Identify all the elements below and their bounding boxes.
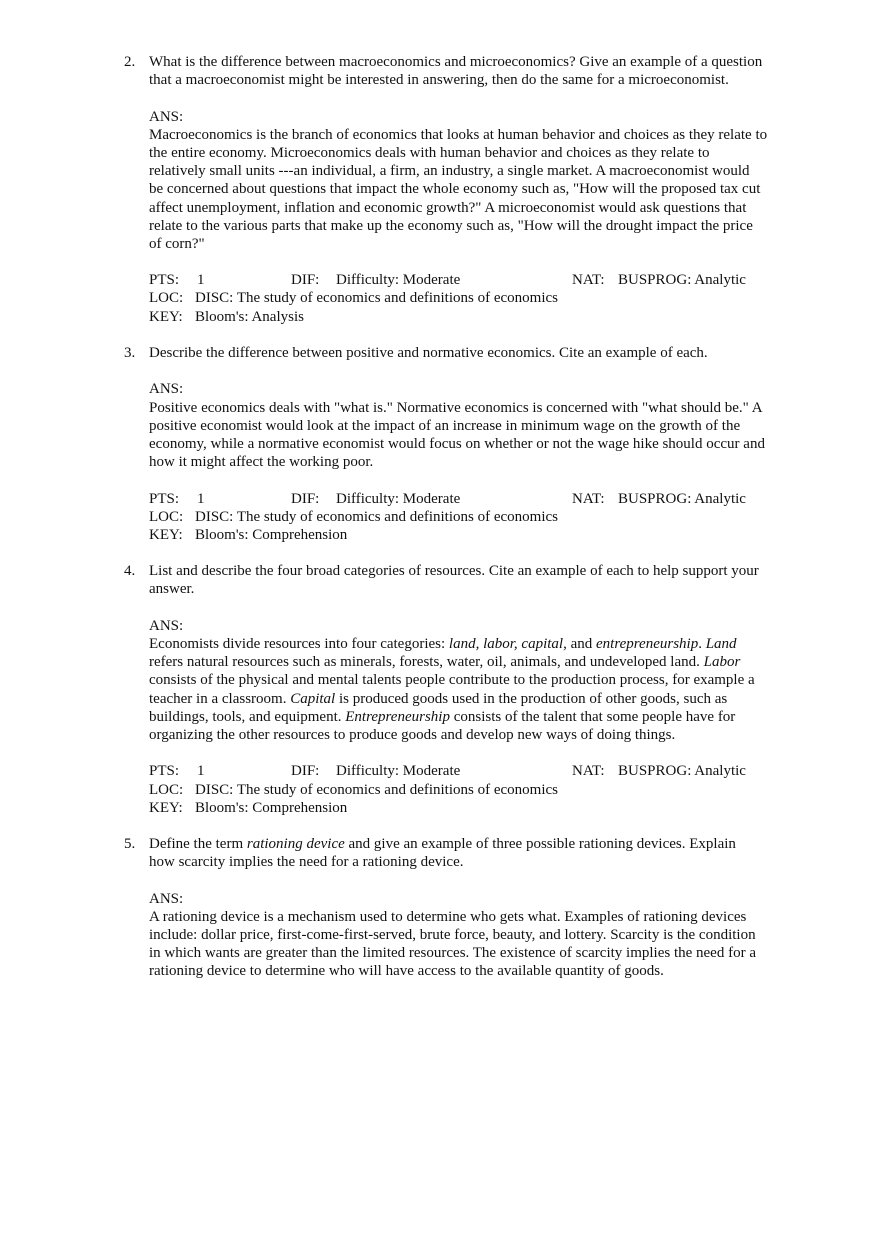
- answer-line: [0, 162, 880, 180]
- question-line-text: [149, 853, 463, 871]
- answer-line-text: [149, 708, 735, 726]
- question-number: 5.: [124, 836, 136, 853]
- blank-line: [0, 471, 880, 489]
- text-segment: affect unemployment, inflation and economic growth?" A microeconomist would ask questions that: [149, 199, 747, 216]
- meta-loc: DISC: The study of economics and definitions of economics: [195, 508, 558, 525]
- meta-dif: Difficulty: Moderate: [336, 272, 461, 289]
- text-segment: how scarcity implies the need for a rationing device.: [149, 854, 464, 871]
- ans-label: ANS:: [149, 381, 184, 398]
- meta-key-label: KEY:: [149, 799, 183, 816]
- meta-loc: DISC: The study of economics and definitions of economics: [195, 290, 558, 307]
- text-segment: Positive economics deals with "what is." Normative economics is concerned with "what should be." A: [149, 399, 763, 416]
- answer-line: [0, 417, 880, 435]
- answer-line-text: [149, 162, 750, 180]
- meta-row-loc: [0, 781, 880, 799]
- answer-line-text: [149, 926, 756, 944]
- text-segment: buildings, tools, and equipment.: [149, 708, 346, 725]
- meta-loc: DISC: The study of economics and definitions of economics: [195, 781, 558, 798]
- answer-line: [0, 671, 880, 689]
- meta-pts: 1: [197, 763, 205, 780]
- text-segment: in which wants are greater than the limited resources. The existence of scarcity implies the need for a: [149, 945, 756, 962]
- ans-label-line: [0, 380, 880, 398]
- answer-line: [0, 690, 880, 708]
- text-segment: positive economist would look at the impact of an increase in minimum wage on the growth of the: [149, 417, 741, 434]
- answer-line-text: [149, 453, 373, 471]
- meta-pts: 1: [197, 490, 205, 507]
- answer-line: [0, 235, 880, 253]
- answer-line-text: [149, 653, 740, 671]
- answer-line: [0, 180, 880, 198]
- answer-line-text: [149, 126, 767, 144]
- blank-line: [0, 817, 880, 835]
- italic-term: Entrepreneurship: [345, 708, 450, 725]
- blank-line: [0, 89, 880, 107]
- blank-line: [0, 253, 880, 271]
- answer-line-text: [149, 417, 740, 435]
- question-line: [0, 344, 880, 362]
- italic-term: land, labor, capital: [448, 636, 564, 652]
- answer-line-text: [149, 944, 756, 962]
- text-segment: and give an example of three possible rationing devices. Explain: [344, 836, 736, 853]
- meta-nat-label: NAT:: [572, 763, 605, 780]
- meta-row-pts: [0, 490, 880, 508]
- answer-line-text: [149, 635, 737, 653]
- text-segment: consists of the talent that some people have for: [449, 708, 736, 725]
- text-segment: relate to the various parts that make up the economy such as, "How will the drought impact the price: [149, 217, 753, 234]
- text-segment: .: [698, 636, 706, 652]
- answer-line: [0, 653, 880, 671]
- answer-line: [0, 962, 880, 980]
- answer-line-text: [149, 144, 710, 162]
- meta-dif-label: DIF:: [291, 272, 320, 289]
- answer-line: [0, 708, 880, 726]
- meta-pts-label: PTS:: [149, 490, 180, 507]
- answer-line-text: [149, 217, 753, 235]
- question-line: [0, 53, 880, 71]
- answer-line: [0, 926, 880, 944]
- ans-label: ANS:: [149, 890, 184, 907]
- meta-dif: Difficulty: Moderate: [336, 763, 461, 780]
- meta-loc-label: LOC:: [149, 508, 184, 525]
- text-segment: relatively small units ---an individual, a firm, an industry, a single market. A macroeconomist would: [149, 163, 750, 180]
- question-line-text: [149, 835, 736, 853]
- answer-line: [0, 399, 880, 417]
- italic-term: Land: [705, 636, 737, 652]
- blank-line: [0, 544, 880, 562]
- answer-line-text: [149, 199, 746, 217]
- meta-loc-label: LOC:: [149, 781, 184, 798]
- text-segment: include: dollar price, first-come-first-served, brute force, beauty, and lottery. Scarcity is the condition: [149, 927, 756, 943]
- ans-label: ANS:: [149, 108, 184, 125]
- blank-line: [0, 326, 880, 344]
- text-segment: organizing the other resources to produce goods and develop new ways of doing things.: [149, 726, 676, 743]
- answer-line: [0, 217, 880, 235]
- meta-nat-label: NAT:: [572, 272, 605, 289]
- meta-key: Bloom's: Comprehension: [195, 526, 348, 543]
- answer-line: [0, 435, 880, 453]
- text-segment: Economists divide resources into four categories:: [149, 636, 449, 652]
- answer-line: [0, 908, 880, 926]
- meta-row-key: [0, 526, 880, 544]
- text-segment: is produced goods used in the production of other goods, such as: [335, 690, 728, 707]
- text-segment: refers natural resources such as minerals, forests, water, oil, animals, and undeveloped land.: [149, 654, 704, 671]
- answer-line-text: [149, 726, 675, 744]
- meta-row-loc: [0, 289, 880, 307]
- meta-key: Bloom's: Analysis: [195, 308, 304, 325]
- meta-nat-label: NAT:: [572, 490, 605, 507]
- text-segment: consists of the physical and mental talents people contribute to the production process, for example a: [149, 672, 755, 689]
- answer-line-text: [149, 671, 755, 689]
- question-number: 4.: [124, 563, 136, 580]
- meta-dif-label: DIF:: [291, 763, 320, 780]
- question-line: [0, 835, 880, 853]
- answer-line-text: [149, 962, 664, 980]
- question-number: 2.: [124, 54, 136, 70]
- blank-line: [0, 362, 880, 380]
- meta-key-label: KEY:: [149, 526, 183, 543]
- ans-label-line: [0, 108, 880, 126]
- answer-line: [0, 635, 880, 653]
- ans-label-line: [0, 890, 880, 908]
- meta-pts-label: PTS:: [149, 272, 180, 289]
- ans-label-line: [0, 617, 880, 635]
- question-text: answer.: [149, 581, 195, 598]
- meta-nat: BUSPROG: Analytic: [618, 763, 746, 780]
- text-segment: , and: [563, 636, 597, 652]
- text-segment: Macroeconomics is the branch of economics that looks at human behavior and choices as they relate to: [149, 126, 768, 143]
- document-page: [0, 53, 880, 981]
- question-text: that a macroeconomist might be interested in answering, then do the same for a microeconomist.: [149, 72, 729, 89]
- answer-line: [0, 199, 880, 217]
- answer-line: [0, 126, 880, 144]
- answer-line-text: [149, 399, 763, 417]
- italic-term: Capital: [290, 690, 336, 707]
- text-segment: Define the term: [149, 836, 247, 853]
- answer-line-text: [149, 435, 765, 453]
- question-line: [0, 562, 880, 580]
- italic-term: entrepreneurship: [596, 636, 699, 652]
- answer-line: [0, 726, 880, 744]
- question-line: [0, 853, 880, 871]
- italic-term: Labor: [703, 654, 741, 671]
- answer-line-text: [149, 180, 760, 198]
- answer-line: [0, 944, 880, 962]
- question-line: [0, 71, 880, 89]
- meta-key: Bloom's: Comprehension: [195, 799, 348, 816]
- text-segment: of corn?": [149, 235, 205, 252]
- text-segment: how it might affect the working poor.: [149, 454, 374, 471]
- text-segment: be concerned about questions that impact the whole economy such as, "How will the proposed tax cut: [149, 181, 761, 198]
- text-segment: the entire economy. Microeconomics deals with human behavior and choices as they relate to: [149, 144, 710, 161]
- text-segment: A rationing device is a mechanism used to determine who gets what. Examples of rationing devices: [149, 908, 747, 925]
- question-line: [0, 580, 880, 598]
- meta-row-key: [0, 308, 880, 326]
- italic-term: rationing device: [246, 836, 345, 853]
- answer-line: [0, 144, 880, 162]
- text-segment: rationing device to determine who will have access to the available quantity of goods.: [149, 963, 664, 980]
- question-text: Describe the difference between positive and normative economics. Cite an example of each.: [149, 345, 708, 361]
- blank-line: [0, 599, 880, 617]
- text-segment: economy, while a normative economist would focus on whether or not the wage hike should occur and: [149, 435, 765, 452]
- blank-line: [0, 871, 880, 889]
- meta-row-loc: [0, 508, 880, 526]
- meta-nat: BUSPROG: Analytic: [618, 272, 746, 289]
- meta-pts: 1: [197, 272, 205, 289]
- meta-pts-label: PTS:: [149, 763, 180, 780]
- answer-line-text: [149, 908, 746, 926]
- blank-line: [0, 744, 880, 762]
- meta-row-pts: [0, 762, 880, 780]
- answer-line-text: [149, 690, 727, 708]
- meta-dif-label: DIF:: [291, 490, 320, 507]
- meta-key-label: KEY:: [149, 308, 183, 325]
- meta-loc-label: LOC:: [149, 290, 184, 307]
- meta-row-pts: [0, 271, 880, 289]
- meta-dif: Difficulty: Moderate: [336, 490, 461, 507]
- ans-label: ANS:: [149, 617, 184, 634]
- text-segment: teacher in a classroom.: [149, 690, 291, 707]
- answer-line-text: [149, 235, 205, 253]
- question-number: 3.: [124, 345, 136, 361]
- question-text: What is the difference between macroeconomics and microeconomics? Give an example of a question: [149, 54, 763, 70]
- question-text: List and describe the four broad categories of resources. Cite an example of each to help support your: [149, 563, 759, 580]
- answer-line: [0, 453, 880, 471]
- meta-nat: BUSPROG: Analytic: [618, 490, 746, 507]
- meta-row-key: [0, 799, 880, 817]
